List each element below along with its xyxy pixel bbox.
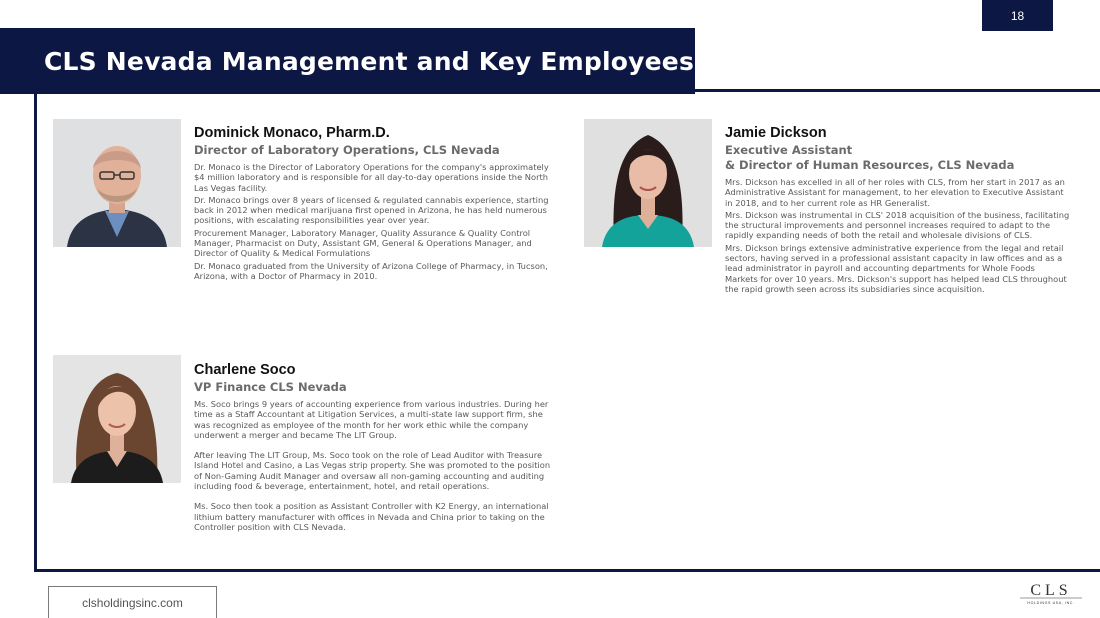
bio-paragraph: After leaving The LIT Group, Ms. Soco took on the role of Lead Auditor with Treasure Island Hotel and Casino, a Las Vegas strip property. She was promoted to the position of Non-Gaming Audit Manager and oversaw all non-gaming accounting and auditing including food & beverage, entertainment, hotel, and retail operations. (194, 450, 551, 492)
bio-paragraph: Dr. Monaco is the Director of Laboratory Operations for the company's approximately $4 million laboratory and is responsible for all day-to-day operations inside the North Las Vegas facility. (194, 162, 549, 193)
person-role-line2: & Director of Human Resources, CLS Nevada (725, 158, 1015, 172)
person-name: Jamie Dickson (725, 125, 827, 141)
photo-charlene-soco (53, 355, 181, 483)
bio-paragraph: Procurement Manager, Laboratory Manager, Quality Assurance & Quality Control Manager, Pharmacist on Duty, Assistant GM, General & Operations Manager, and Director of Quality & Medical Formulations (194, 227, 532, 259)
photo-dominick-monaco (53, 119, 181, 247)
frame-top-rule (695, 89, 1100, 92)
bio-jamie-dickson (725, 124, 1070, 294)
frame-left-rule (34, 94, 37, 572)
bio-paragraph: Mrs. Dickson has excelled in all of her roles with CLS, from her start in 2017 as an Administrative Assistant for management, to her elevation to Executive Assistant in 2018, and to her current role as HR Generalist. (725, 177, 1065, 208)
bio-paragraph: Mrs. Dickson brings extensive administrative experience from the legal and retail sectors, having served in a professional assistant capacity in law offices and as a lead administrator in payroll and accounting departments for Whole Foods Markets for over 10 years. Mrs. Dickson's support has helped lead CLS throughout the rapid growth seen across its subsidiaries since acquisition. (725, 242, 1067, 294)
page-number: 18 (982, 0, 1053, 31)
page-title: CLS Nevada Management and Key Employees (0, 28, 695, 94)
person-name: Dominick Monaco, Pharm.D. (194, 125, 390, 141)
person-role-line1: Executive Assistant (725, 143, 853, 157)
frame-bottom-rule (34, 569, 1100, 572)
photo-jamie-dickson (584, 119, 712, 247)
bio-dominick-monaco (194, 124, 554, 281)
bio-paragraph: Mrs. Dickson was instrumental in CLS' 2018 acquisition of the business, facilitating the structural improvements and personnel increases required to adapt to the rapidly expanding needs of both the retail and wholesale divisions of CLS. (725, 209, 1070, 241)
logo-text: CLS (1030, 582, 1072, 599)
bio-paragraph: Dr. Monaco brings over 8 years of licensed & regulated cannabis experience, starting back in 2012 when medical marijuana first opened in Arizona, he has held numerous positions, with escalating responsibilities year over year. (194, 194, 549, 226)
bio-charlene-soco (194, 361, 554, 532)
logo-subtext: HOLDINGS USA, INC. (1027, 601, 1075, 605)
person-role: Director of Laboratory Operations, CLS Nevada (194, 143, 500, 157)
bio-paragraph: Ms. Soco brings 9 years of accounting experience from various industries. During her time as a Staff Accountant at Litigation Services, a multi-state law support firm, she was recognized as employee of the month for her work ethic while the company underwent a merger and became The LIT Group. (194, 399, 549, 440)
person-name: Charlene Soco (194, 362, 296, 378)
bio-paragraph: Dr. Monaco graduated from the University of Arizona College of Pharmacy, in Tucson, Arizona, with a Doctor of Pharmacy in 2010. (194, 260, 548, 281)
bio-paragraph: Ms. Soco then took a position as Assistant Controller with K2 Energy, an international lithium battery manufacturer with offices in Nevada and China prior to taking on the Controller position with CLS Nevada. (194, 501, 549, 532)
person-role: VP Finance CLS Nevada (194, 380, 347, 394)
cls-logo (1018, 580, 1084, 606)
website-link[interactable]: clsholdingsinc.com (48, 586, 217, 618)
